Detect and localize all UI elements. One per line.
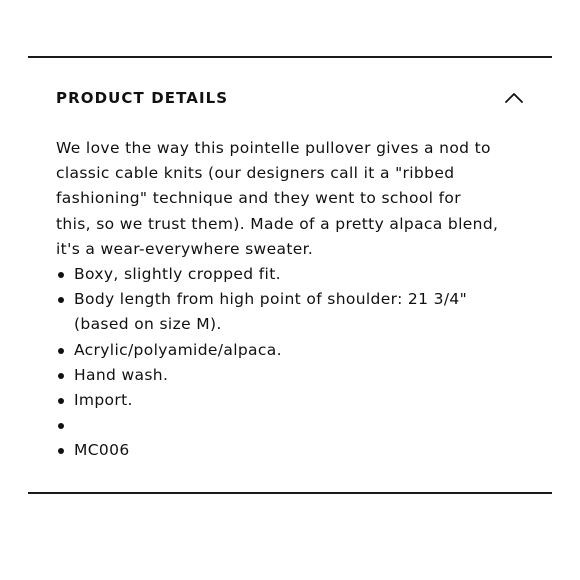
list-item bbox=[56, 287, 526, 337]
list-item bbox=[56, 438, 526, 463]
list-item-text: Body length from high point of shoulder: 21 3/4" bbox=[74, 290, 468, 309]
product-details-content bbox=[56, 136, 526, 464]
list-item bbox=[56, 262, 526, 287]
description-line: We love the way this pointelle pullover gives a nod to bbox=[56, 139, 491, 157]
description-line: fashioning" technique and they went to school for bbox=[56, 189, 461, 208]
list-item-text: Acrylic/polyamide/alpaca. bbox=[74, 340, 282, 359]
product-details-header[interactable] bbox=[28, 58, 552, 138]
list-item bbox=[56, 388, 526, 413]
product-details-title: PRODUCT DETAILS bbox=[56, 89, 229, 107]
list-item-text: (based on size M). bbox=[74, 315, 222, 334]
description-line: classic cable knits (our designers call it a "ribbed bbox=[56, 164, 455, 183]
chevron-up-icon[interactable] bbox=[502, 88, 526, 108]
list-item-text: Boxy, slightly cropped fit. bbox=[74, 265, 281, 284]
description-line: this, so we trust them). Made of a pretty alpaca blend, bbox=[56, 214, 499, 233]
list-item bbox=[56, 338, 526, 363]
product-details-list bbox=[56, 262, 526, 464]
list-item-empty bbox=[56, 413, 526, 438]
description-line: it's a wear-everywhere sweater. bbox=[56, 239, 314, 258]
product-details-accordion bbox=[28, 56, 552, 494]
list-item bbox=[56, 363, 526, 388]
list-item-text: Import. bbox=[74, 391, 133, 410]
product-description bbox=[56, 136, 526, 262]
list-item-text: Hand wash. bbox=[74, 365, 169, 384]
list-item-text: MC006 bbox=[74, 441, 130, 460]
